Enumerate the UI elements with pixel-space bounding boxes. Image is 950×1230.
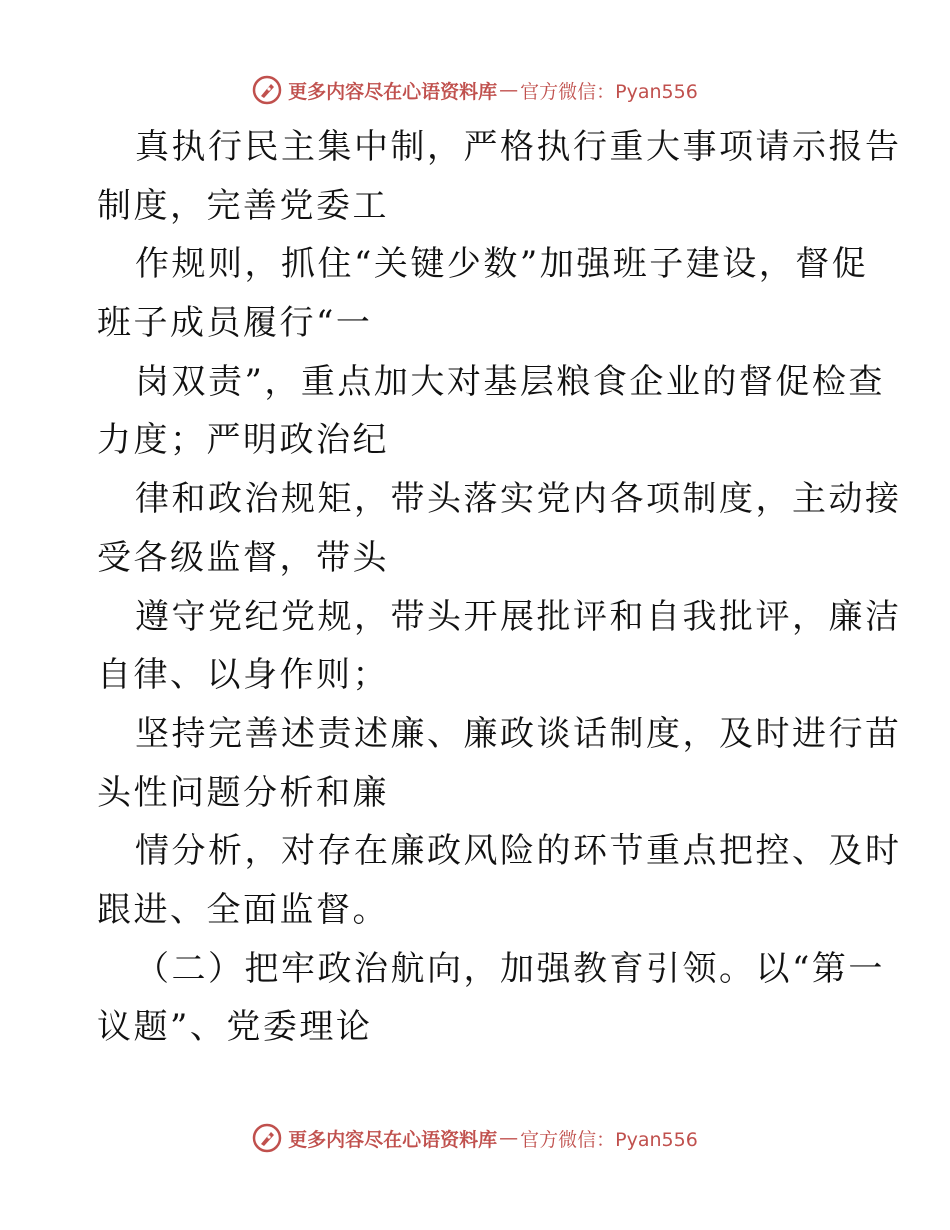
footer-watermark — [0, 1118, 950, 1158]
watermark-separator: — — [499, 79, 519, 101]
text-line: 受各级监督，带头 — [97, 537, 389, 578]
header-watermark — [0, 70, 950, 110]
watermark-brand: 更多内容尽在心语资料库 — [288, 1128, 498, 1151]
watermark-wechat: 官方微信：Pyan556 — [520, 1128, 698, 1151]
text-line: 跟进、全面监督。 — [97, 889, 389, 930]
text-line: 力度；严明政治纪 — [97, 420, 389, 461]
text-line: 遵守党纪党规，带头开展批评和自我批评，廉洁 — [135, 596, 902, 637]
text-line: 制度，完善党委工 — [97, 185, 389, 226]
text-line: （二）把牢政治航向，加强教育引领。以“第一 — [135, 948, 885, 989]
text-line: 岗双责”，重点加大对基层粮食企业的督促检查 — [135, 361, 885, 402]
watermark-brand: 更多内容尽在心语资料库 — [288, 80, 498, 103]
pen-nib-circle-icon — [252, 1123, 282, 1153]
pen-nib-circle-icon — [252, 75, 282, 105]
watermark-separator: — — [499, 1127, 519, 1149]
text-line: 坚持完善述责述廉、廉政谈话制度，及时进行苗 — [135, 713, 902, 754]
document-body — [97, 118, 902, 1057]
text-line: 律和政治规矩，带头落实党内各项制度，主动接 — [135, 479, 902, 520]
watermark-wechat: 官方微信：Pyan556 — [520, 80, 698, 103]
text-line: 班子成员履行“一 — [97, 303, 373, 344]
text-line: 自律、以身作则； — [97, 655, 389, 696]
text-line: 情分析，对存在廉政风险的环节重点把控、及时 — [135, 831, 902, 872]
text-line: 作规则，抓住“关键少数”加强班子建设，督促 — [135, 244, 869, 285]
text-line: 真执行民主集中制，严格执行重大事项请示报告 — [135, 127, 902, 167]
text-line: 议题”、党委理论 — [97, 1007, 373, 1048]
text-line: 头性问题分析和廉 — [97, 772, 389, 813]
